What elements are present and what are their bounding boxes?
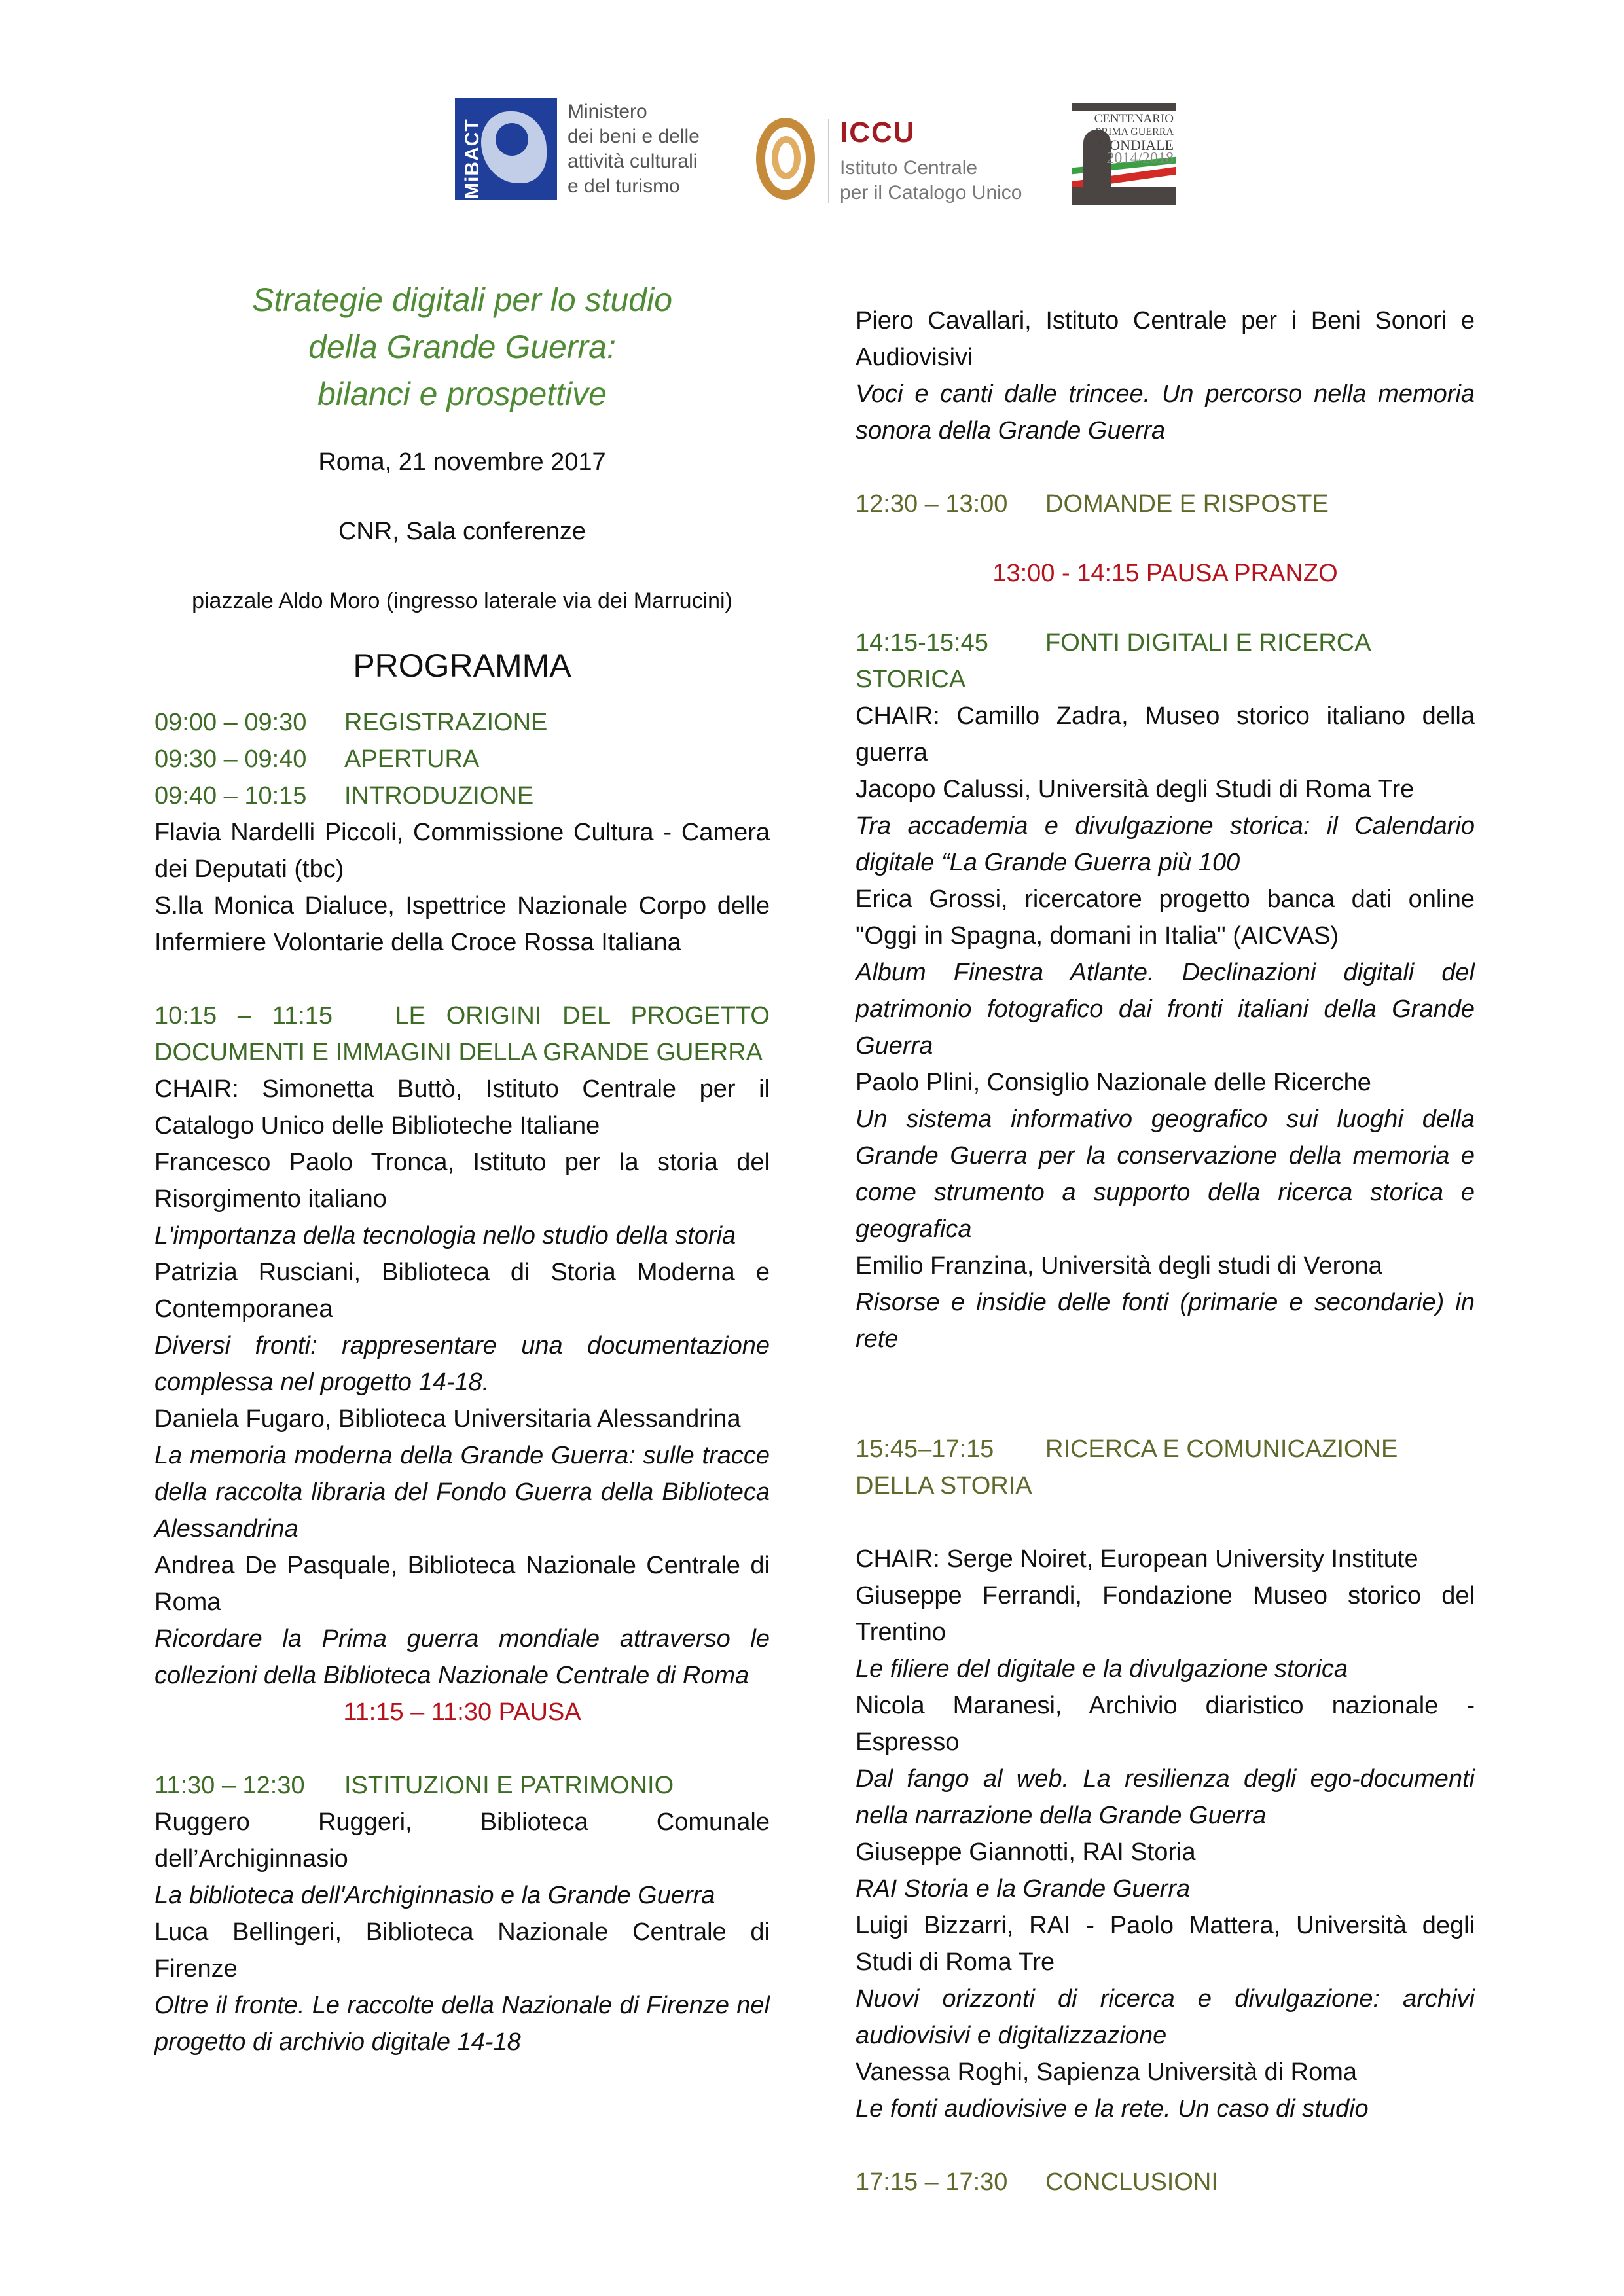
centenario-logo (1072, 103, 1176, 205)
speaker: Francesco Paolo Tronca, Istituto per la storia del Risorgimento italiano (154, 1149, 770, 1213)
talk-title: Album Finestra Atlante. Declinazioni digitali del patrimonio fotografico dai fronti italiani della Grande Guerra (856, 959, 1475, 1060)
speaker: Erica Grossi, ricercatore progetto banca dati online "Oggi in Spagna, domani in Italia" (AICVAS) (856, 886, 1475, 950)
session-domande: 12:30 – 13:00 DOMANDE E RISPOSTE (856, 490, 1329, 518)
talk-title: Un sistema informativo geografico sui luoghi della Grande Guerra per la conservazione della memoria e come strumento a supporto della ricerca storica e geografica (856, 1105, 1475, 1243)
break-pausa: 11:15 – 11:30 PAUSA (343, 1698, 581, 1726)
speaker: Nicola Maranesi, Archivio diaristico nazionale - Espresso (856, 1692, 1475, 1756)
speaker: Luca Bellingeri, Biblioteca Nazionale Centrale di Firenze (154, 1918, 770, 1982)
chair: CHAIR: Serge Noiret, European University Institute (856, 1545, 1418, 1573)
right-column (856, 302, 1475, 2200)
talk-title: Risorse e insidie delle fonti (primarie e secondarie) in rete (856, 1289, 1475, 1353)
talk-title: RAI Storia e la Grande Guerra (856, 1875, 1191, 1903)
talk-title: Oltre il fronte. Le raccolte della Nazionale di Firenze nel progetto di archivio digitale 14-18 (154, 1992, 770, 2056)
talk-title: Voci e canti dalle trincee. Un percorso nella memoria sonora della Grande Guerra (856, 380, 1475, 444)
session-apertura: 09:30 – 09:40 APERTURA (154, 745, 480, 773)
speaker: Giuseppe Giannotti, RAI Storia (856, 1839, 1196, 1866)
iccu-name: Istituto Centrale per il Catalogo Unico (840, 157, 1022, 204)
session-fonti-digitali: 14:15-15:45 FONTI DIGITALI E RICERCA STORICA CHAIR: Camillo Zadra, Museo storico italiano della guerra Jacopo Calussi, Università degli Studi di Roma Tre Tra accademia e divulgazione storica: il Calendario digitale “La Grande Guerra più 100 Erica Grossi, ricercatore progetto banca dati online "Oggi in Spagna, domani in Italia" (AICVAS) Album Finestra Atlante. Declinazioni digitali del patrimonio fotografico dai fronti italiani della Grande Guerra Paolo Plini, Consiglio Nazionale delle Ricerche Un sistema informativo geografico sui luoghi della Grande Guerra per la conservazione della memoria e come strumento a supporto della ricerca storica e geografica Emilio Franzina, Università degli studi di Verona Risorse e insidie delle fonti (primarie e secondarie) in rete (856, 624, 1475, 1357)
speaker: Giuseppe Ferrandi, Fondazione Museo storico del Trentino (856, 1582, 1475, 1646)
mibact-name: Ministero dei beni e delle attività culturali e del turismo (568, 101, 700, 197)
speaker: Paolo Plini, Consiglio Nazionale delle Ricerche (856, 1069, 1371, 1096)
talk-title: Le filiere del digitale e la divulgazione storica (856, 1655, 1348, 1683)
session-heading: 15:45–17:15 RICERCA E COMUNICAZIONE DELLA STORIA (856, 1435, 1398, 1499)
talk-title: Tra accademia e divulgazione storica: il Calendario digitale “La Grande Guerra più 100 (856, 812, 1475, 876)
speaker: Emilio Franzina, Università degli studi di Verona (856, 1252, 1382, 1280)
logo-divider (828, 119, 829, 203)
session-istituzioni: 11:30 – 12:30 ISTITUZIONI E PATRIMONIO Ruggero Ruggeri, Biblioteca Comunale dell’Archiginnasio La biblioteca dell'Archiginnasio e la Grande Guerra Luca Bellingeri, Biblioteca Nazionale Centrale di Firenze Oltre il fronte. Le raccolte della Nazionale di Firenze nel progetto di archivio digitale 14-18 (154, 1767, 770, 2060)
session-istituzioni-cont (856, 302, 1475, 449)
centenario-text: CENTENARIO PRIMA GUERRA MONDIALE 2014/2018 (1094, 112, 1174, 167)
speaker: Jacopo Calussi, Università degli Studi di Roma Tre (856, 776, 1415, 803)
speaker: Vanessa Roghi, Sapienza Università di Roma (856, 2058, 1358, 2086)
speaker: Piero Cavallari, Istituto Centrale per i Beni Sonori e Audiovisivi (856, 307, 1475, 371)
event-date: Roma, 21 novembre 2017 (318, 448, 606, 476)
talk-title: Diversi fronti: rappresentare una documentazione complessa nel progetto 14-18. (154, 1332, 770, 1396)
session-registrazione: 09:00 – 09:30 REGISTRAZIONE (154, 709, 548, 736)
programma-heading: PROGRAMMA (353, 647, 571, 684)
mibact-abbr: MiBACT (461, 118, 483, 199)
iccu-title: ICCU (840, 117, 916, 149)
left-column (154, 262, 770, 2060)
speaker: Ruggero Ruggeri, Biblioteca Comunale dell’Archiginnasio (154, 1808, 770, 1873)
talk-title: Nuovi orizzonti di ricerca e divulgazione: archivi audiovisivi e digitalizzazione (856, 1985, 1475, 2049)
talk-title: L'importanza della tecnologia nello studio della storia (154, 1222, 736, 1249)
speaker: Flavia Nardelli Piccoli, Commissione Cultura - Camera dei Deputati (tbc) (154, 819, 770, 883)
talk-title: La biblioteca dell'Archiginnasio e la Grande Guerra (154, 1882, 715, 1909)
talk-title: Le fonti audiovisive e la rete. Un caso di studio (856, 2095, 1369, 2123)
session-ricerca-comunicazione (856, 1431, 1475, 2127)
session-heading: 10:15 – 11:15 LE ORIGINI DEL PROGETTO DOCUMENTI E IMMAGINI DELLA GRANDE GUERRA (154, 1002, 770, 1066)
talk-title: Ricordare la Prima guerra mondiale attraverso le collezioni della Biblioteca Nazionale Centrale di Roma (154, 1625, 770, 1689)
speaker: S.lla Monica Dialuce, Ispettrice Nazionale Corpo delle Infermiere Volontarie della Croce Rossa Italiana (154, 892, 770, 956)
event-title: Strategie digitali per lo studio della Grande Guerra: bilanci e prospettive (251, 281, 673, 412)
iccu-logo (756, 98, 1044, 203)
speaker: Andrea De Pasquale, Biblioteca Nazionale Centrale di Roma (154, 1552, 770, 1616)
logo-bar (455, 98, 1182, 203)
talk-title: Dal fango al web. La resilienza degli ego-documenti nella narrazione della Grande Guerra (856, 1765, 1475, 1829)
speaker: Patrizia Rusciani, Biblioteca di Storia Moderna e Contemporanea (154, 1259, 770, 1323)
event-venue: CNR, Sala conferenze (338, 518, 586, 545)
speaker: Daniela Fugaro, Biblioteca Universitaria Alessandrina (154, 1405, 741, 1433)
mibact-emblem-icon (455, 98, 557, 200)
mibact-logo (455, 98, 730, 203)
event-address: piazzale Aldo Moro (ingresso laterale via dei Marrucini) (192, 588, 732, 613)
chair: CHAIR: Simonetta Buttò, Istituto Centrale per il Catalogo Unico delle Biblioteche Italiane (154, 1075, 770, 1139)
speaker: Luigi Bizzarri, RAI - Paolo Mattera, Università degli Studi di Roma Tre (856, 1912, 1475, 1976)
talk-title: La memoria moderna della Grande Guerra: sulle tracce della raccolta libraria del Fondo Guerra della Biblioteca Alessandrina (154, 1442, 770, 1543)
chair: CHAIR: Camillo Zadra, Museo storico italiano della guerra (856, 702, 1475, 766)
session-origini (154, 997, 770, 1694)
session-introduzione: 09:40 – 10:15 INTRODUZIONE Flavia Nardelli Piccoli, Commissione Cultura - Camera dei Deputati (tbc) S.lla Monica Dialuce, Ispettrice Nazionale Corpo delle Infermiere Volontarie della Croce Rossa Italiana (154, 778, 770, 961)
session-conclusioni: 17:15 – 17:30 CONCLUSIONI (856, 2168, 1218, 2196)
break-pausa-pranzo: 13:00 - 14:15 PAUSA PRANZO (992, 560, 1338, 587)
